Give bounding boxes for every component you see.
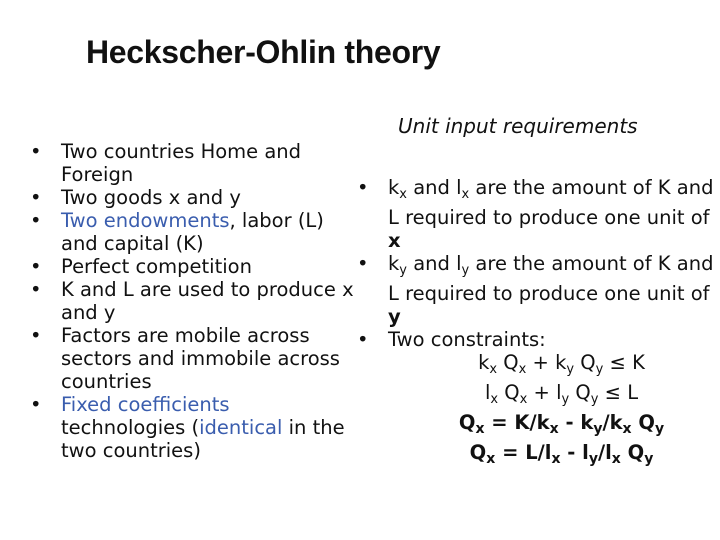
bullet-icon: • <box>357 176 369 199</box>
bullet-text: Factors are mobile across sectors and immobile across countries <box>61 324 340 393</box>
bullet-text: Two goods x and y <box>61 186 241 209</box>
bullet-icon: • <box>30 324 42 347</box>
list-item <box>30 255 360 278</box>
equation-labor-constraint: $l_x$ $Q_x + l_y$ $Q_y \le L$ <box>484 381 639 407</box>
bullet-icon: • <box>357 328 369 351</box>
highlight-text: Fixed coefficients <box>61 393 230 416</box>
symbol: k <box>388 176 400 199</box>
symbol: k <box>388 252 400 275</box>
bullet-text: Perfect competition <box>61 255 252 278</box>
bullet-text: Two countries Home and Foreign <box>61 140 302 186</box>
right-heading: Unit input requirements <box>398 114 638 138</box>
highlight-text: identical <box>199 416 283 439</box>
bullet-text: , labor (L) and capital (K) <box>61 209 324 255</box>
bullet-icon: • <box>30 209 42 232</box>
equation-capital-constraint: $k_x$ $Q_x + k_y$ $Q_y \le K$ <box>478 351 645 377</box>
bullet-text: in the two countries) <box>61 416 345 462</box>
bullet-text: are the amount of K and L required to produce one unit of <box>388 252 714 305</box>
bullet-icon: • <box>30 140 42 163</box>
equation-capital-solution: $Q_x = K/k_x - k_y/k_x$ $Q_y$ <box>458 411 665 437</box>
list-item <box>330 328 715 471</box>
subscript: y <box>399 263 407 278</box>
bullet-text: K and L are used to produce x and y <box>61 278 354 324</box>
bullet-text: and l <box>407 252 462 275</box>
highlight-text: Two endowments <box>61 209 230 232</box>
bullet-icon: • <box>30 186 42 209</box>
list-item <box>30 393 360 462</box>
bullet-text: and l <box>407 176 462 199</box>
bullet-icon: • <box>357 252 369 275</box>
good-label: x <box>388 229 401 252</box>
right-bullet-list <box>330 176 715 471</box>
list-item <box>30 140 360 186</box>
subscript: y <box>461 263 470 278</box>
subscript: x <box>461 187 470 202</box>
list-item <box>330 176 715 252</box>
bullet-text: are the amount of K and L required to produce one unit of <box>388 176 714 229</box>
slide-title: Heckscher-Ohlin theory <box>86 34 441 70</box>
bullet-text: technologies ( <box>61 416 200 439</box>
good-label: y <box>388 305 401 328</box>
list-item <box>30 209 360 255</box>
equation-labor-solution: $Q_x = L/l_x - l_y/l_x$ $Q_y$ <box>469 441 654 467</box>
subscript: x <box>399 187 407 202</box>
list-item <box>330 252 715 328</box>
list-item <box>30 186 360 209</box>
list-item <box>30 324 360 393</box>
bullet-icon: • <box>30 255 42 278</box>
list-item <box>30 278 360 324</box>
bullet-text: Two constraints: <box>388 328 546 351</box>
left-bullet-list <box>30 140 360 462</box>
bullet-icon: • <box>30 393 42 416</box>
bullet-icon: • <box>30 278 42 301</box>
